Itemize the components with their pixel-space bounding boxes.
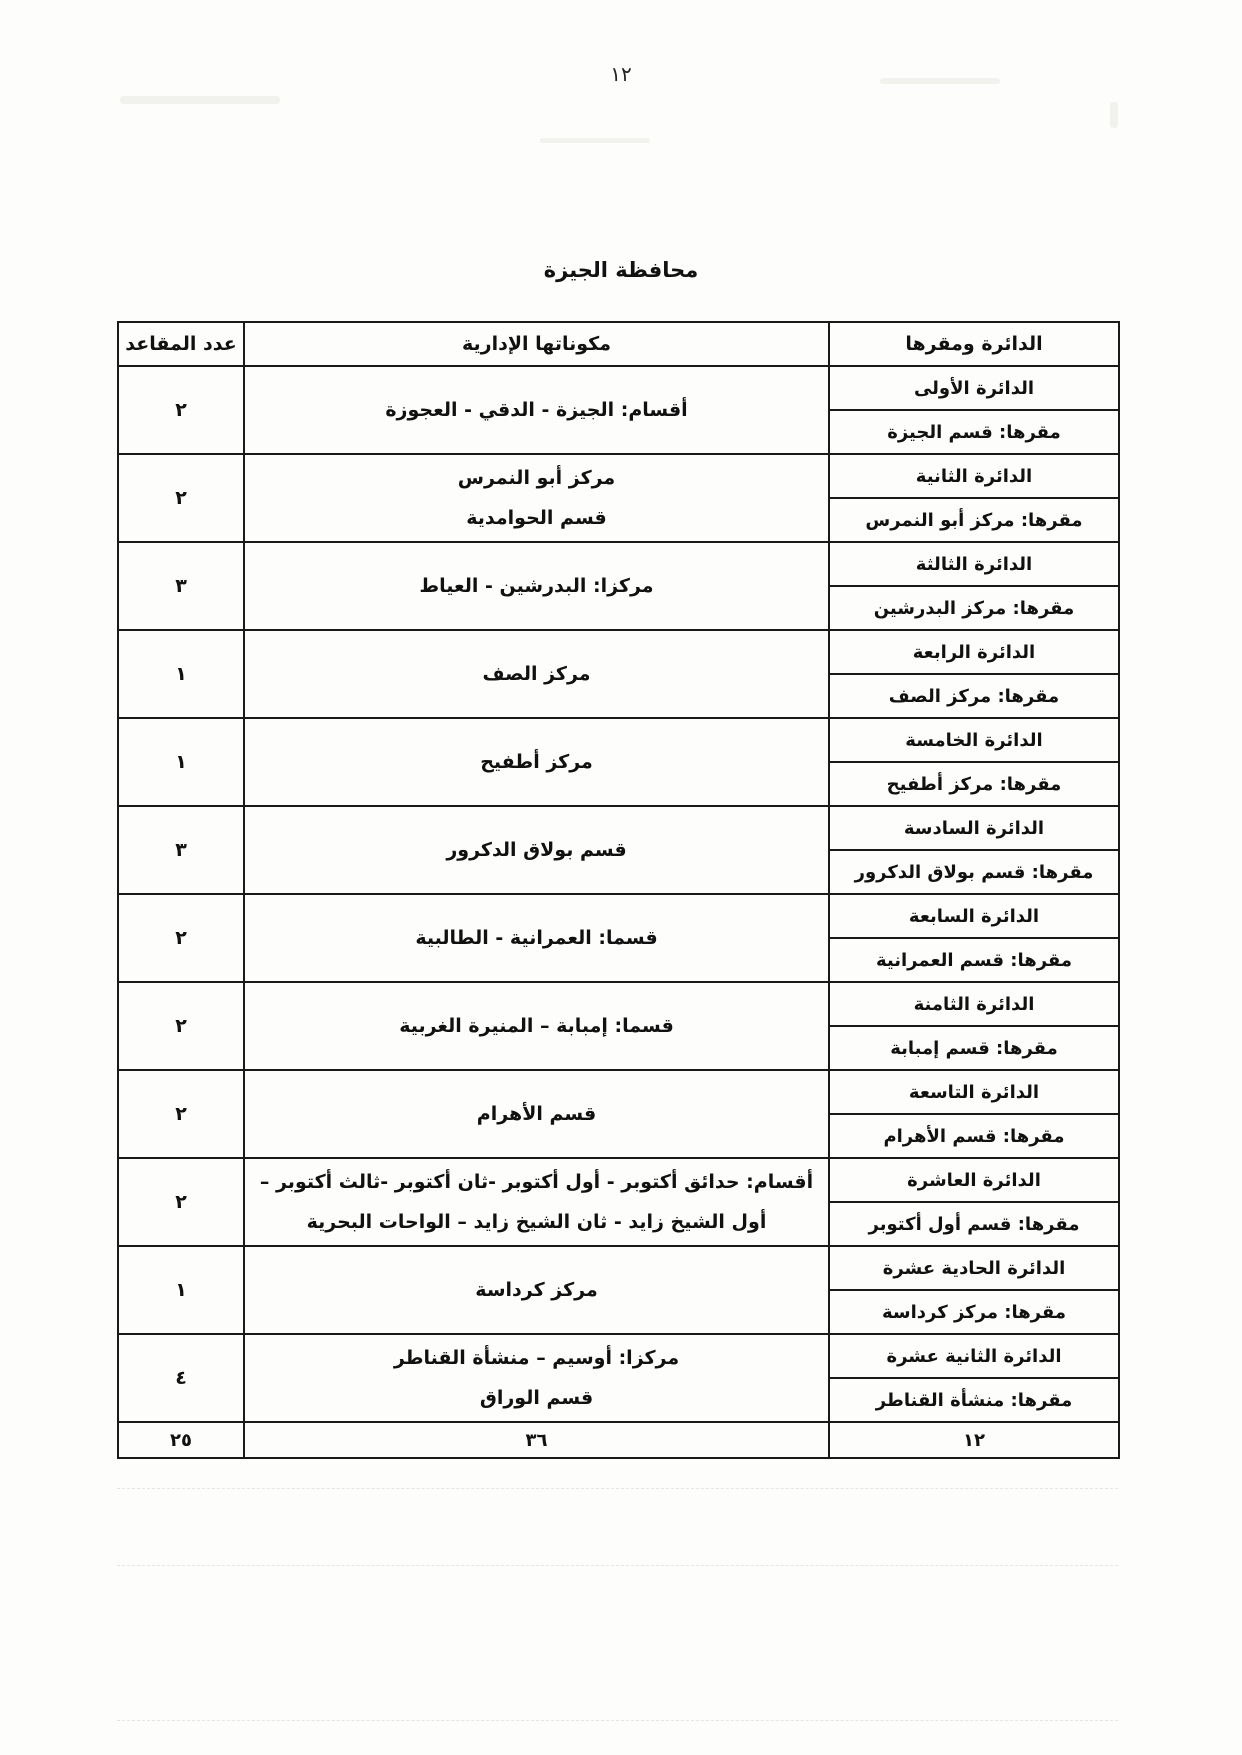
circuit-seat: مقرها: قسم أول أكتوبر <box>829 1202 1119 1246</box>
page-title: محافظة الجيزة <box>543 258 699 282</box>
circuit-name: الدائرة الحادية عشرة <box>829 1246 1119 1290</box>
table-row <box>118 1246 1119 1290</box>
total-circuits: ١٢ <box>829 1422 1119 1458</box>
table-row <box>118 542 1119 586</box>
component-line: مركزا: البدرشين - العياط <box>419 575 654 597</box>
circuit-seats: ٢ <box>118 982 244 1070</box>
component-line: أقسام: حدائق أكتوبر - أول أكتوبر -ثان أكتوبر -ثالث أكتوبر – <box>259 1171 814 1193</box>
circuit-seats: ٣ <box>118 806 244 894</box>
circuit-components <box>244 630 829 718</box>
circuit-seats: ١ <box>118 1246 244 1334</box>
component-line: قسم الأهرام <box>476 1103 597 1125</box>
circuit-name: الدائرة الأولى <box>829 366 1119 410</box>
scan-artifact-line <box>117 1488 1118 1489</box>
circuit-seat: مقرها: قسم الجيزة <box>829 410 1119 454</box>
circuit-name: الدائرة الثانية عشرة <box>829 1334 1119 1378</box>
circuit-seat: مقرها: قسم الأهرام <box>829 1114 1119 1158</box>
circuit-components <box>244 894 829 982</box>
circuit-name: الدائرة الثامنة <box>829 982 1119 1026</box>
component-line: مركزا: أوسيم – منشأة القناطر <box>393 1347 680 1369</box>
header-seats: عدد المقاعد <box>118 322 244 366</box>
component-line: قسما: إمبابة – المنيرة الغربية <box>399 1015 674 1037</box>
table-row <box>118 454 1119 498</box>
circuit-seats: ٣ <box>118 542 244 630</box>
circuit-name: الدائرة الرابعة <box>829 630 1119 674</box>
table-row <box>118 366 1119 410</box>
scan-smudge <box>540 138 650 143</box>
table-row <box>118 1070 1119 1114</box>
circuit-seats: ٢ <box>118 1158 244 1246</box>
circuit-components <box>244 1070 829 1158</box>
circuit-seats: ٢ <box>118 454 244 542</box>
circuit-seat: مقرها: مركز أطفيح <box>829 762 1119 806</box>
circuit-seat: مقرها: مركز البدرشين <box>829 586 1119 630</box>
header-components: مكوناتها الإدارية <box>244 322 829 366</box>
scan-artifact-line <box>117 1565 1118 1566</box>
circuit-seats: ١ <box>118 630 244 718</box>
scan-artifact-line <box>117 1720 1118 1721</box>
total-seats: ٢٥ <box>118 1422 244 1458</box>
component-line: قسم الوراق <box>479 1387 594 1409</box>
circuit-name: الدائرة الثانية <box>829 454 1119 498</box>
table-row <box>118 894 1119 938</box>
header-circuit: الدائرة ومقرها <box>829 322 1119 366</box>
circuit-seats: ١ <box>118 718 244 806</box>
table-header-row <box>118 322 1119 366</box>
circuit-name: الدائرة التاسعة <box>829 1070 1119 1114</box>
circuit-seats: ٢ <box>118 1070 244 1158</box>
circuit-components <box>244 806 829 894</box>
circuit-seats: ٤ <box>118 1334 244 1422</box>
component-line: قسما: العمرانية - الطالبية <box>415 927 658 949</box>
circuit-components <box>244 366 829 454</box>
circuit-seat: مقرها: قسم العمرانية <box>829 938 1119 982</box>
circuit-components <box>244 718 829 806</box>
table-row <box>118 982 1119 1026</box>
circuit-components <box>244 982 829 1070</box>
component-line: مركز الصف <box>482 663 591 685</box>
circuit-seats: ٢ <box>118 366 244 454</box>
table-row <box>118 630 1119 674</box>
table-row <box>118 1158 1119 1202</box>
scan-smudge <box>880 78 1000 84</box>
component-line: أول الشيخ زايد - ثان الشيخ زايد – الواحات البحرية <box>306 1211 767 1233</box>
circuits-body <box>118 366 1119 1458</box>
circuit-seat: مقرها: قسم بولاق الدكرور <box>829 850 1119 894</box>
circuit-components <box>244 542 829 630</box>
circuits-table <box>117 321 1120 1459</box>
circuit-components <box>244 1246 829 1334</box>
component-line: أقسام: الجيزة - الدقي - العجوزة <box>385 399 688 421</box>
circuit-seat: مقرها: مركز الصف <box>829 674 1119 718</box>
circuit-name: الدائرة السابعة <box>829 894 1119 938</box>
circuit-name: الدائرة الثالثة <box>829 542 1119 586</box>
table-row <box>118 806 1119 850</box>
total-components: ٣٦ <box>244 1422 829 1458</box>
component-line: مركز أطفيح <box>480 751 593 773</box>
circuit-components <box>244 1334 829 1422</box>
circuit-name: الدائرة العاشرة <box>829 1158 1119 1202</box>
scan-smudge <box>1110 102 1118 128</box>
circuit-components <box>244 454 829 542</box>
circuit-seat: مقرها: مركز أبو النمرس <box>829 498 1119 542</box>
component-line: مركز أبو النمرس <box>457 467 616 489</box>
circuit-seat: مقرها: قسم إمبابة <box>829 1026 1119 1070</box>
circuit-components <box>244 1158 829 1246</box>
circuit-seat: مقرها: مركز كرداسة <box>829 1290 1119 1334</box>
circuit-seats: ٢ <box>118 894 244 982</box>
table-row <box>118 718 1119 762</box>
circuit-name: الدائرة السادسة <box>829 806 1119 850</box>
page-number: ١٢ <box>610 62 632 86</box>
component-line: مركز كرداسة <box>475 1279 598 1301</box>
totals-row <box>118 1422 1119 1458</box>
component-line: قسم الحوامدية <box>466 507 607 529</box>
component-line: قسم بولاق الدكرور <box>446 839 627 861</box>
circuit-seat: مقرها: منشأة القناطر <box>829 1378 1119 1422</box>
scan-smudge <box>120 96 280 104</box>
circuit-name: الدائرة الخامسة <box>829 718 1119 762</box>
table-row <box>118 1334 1119 1378</box>
